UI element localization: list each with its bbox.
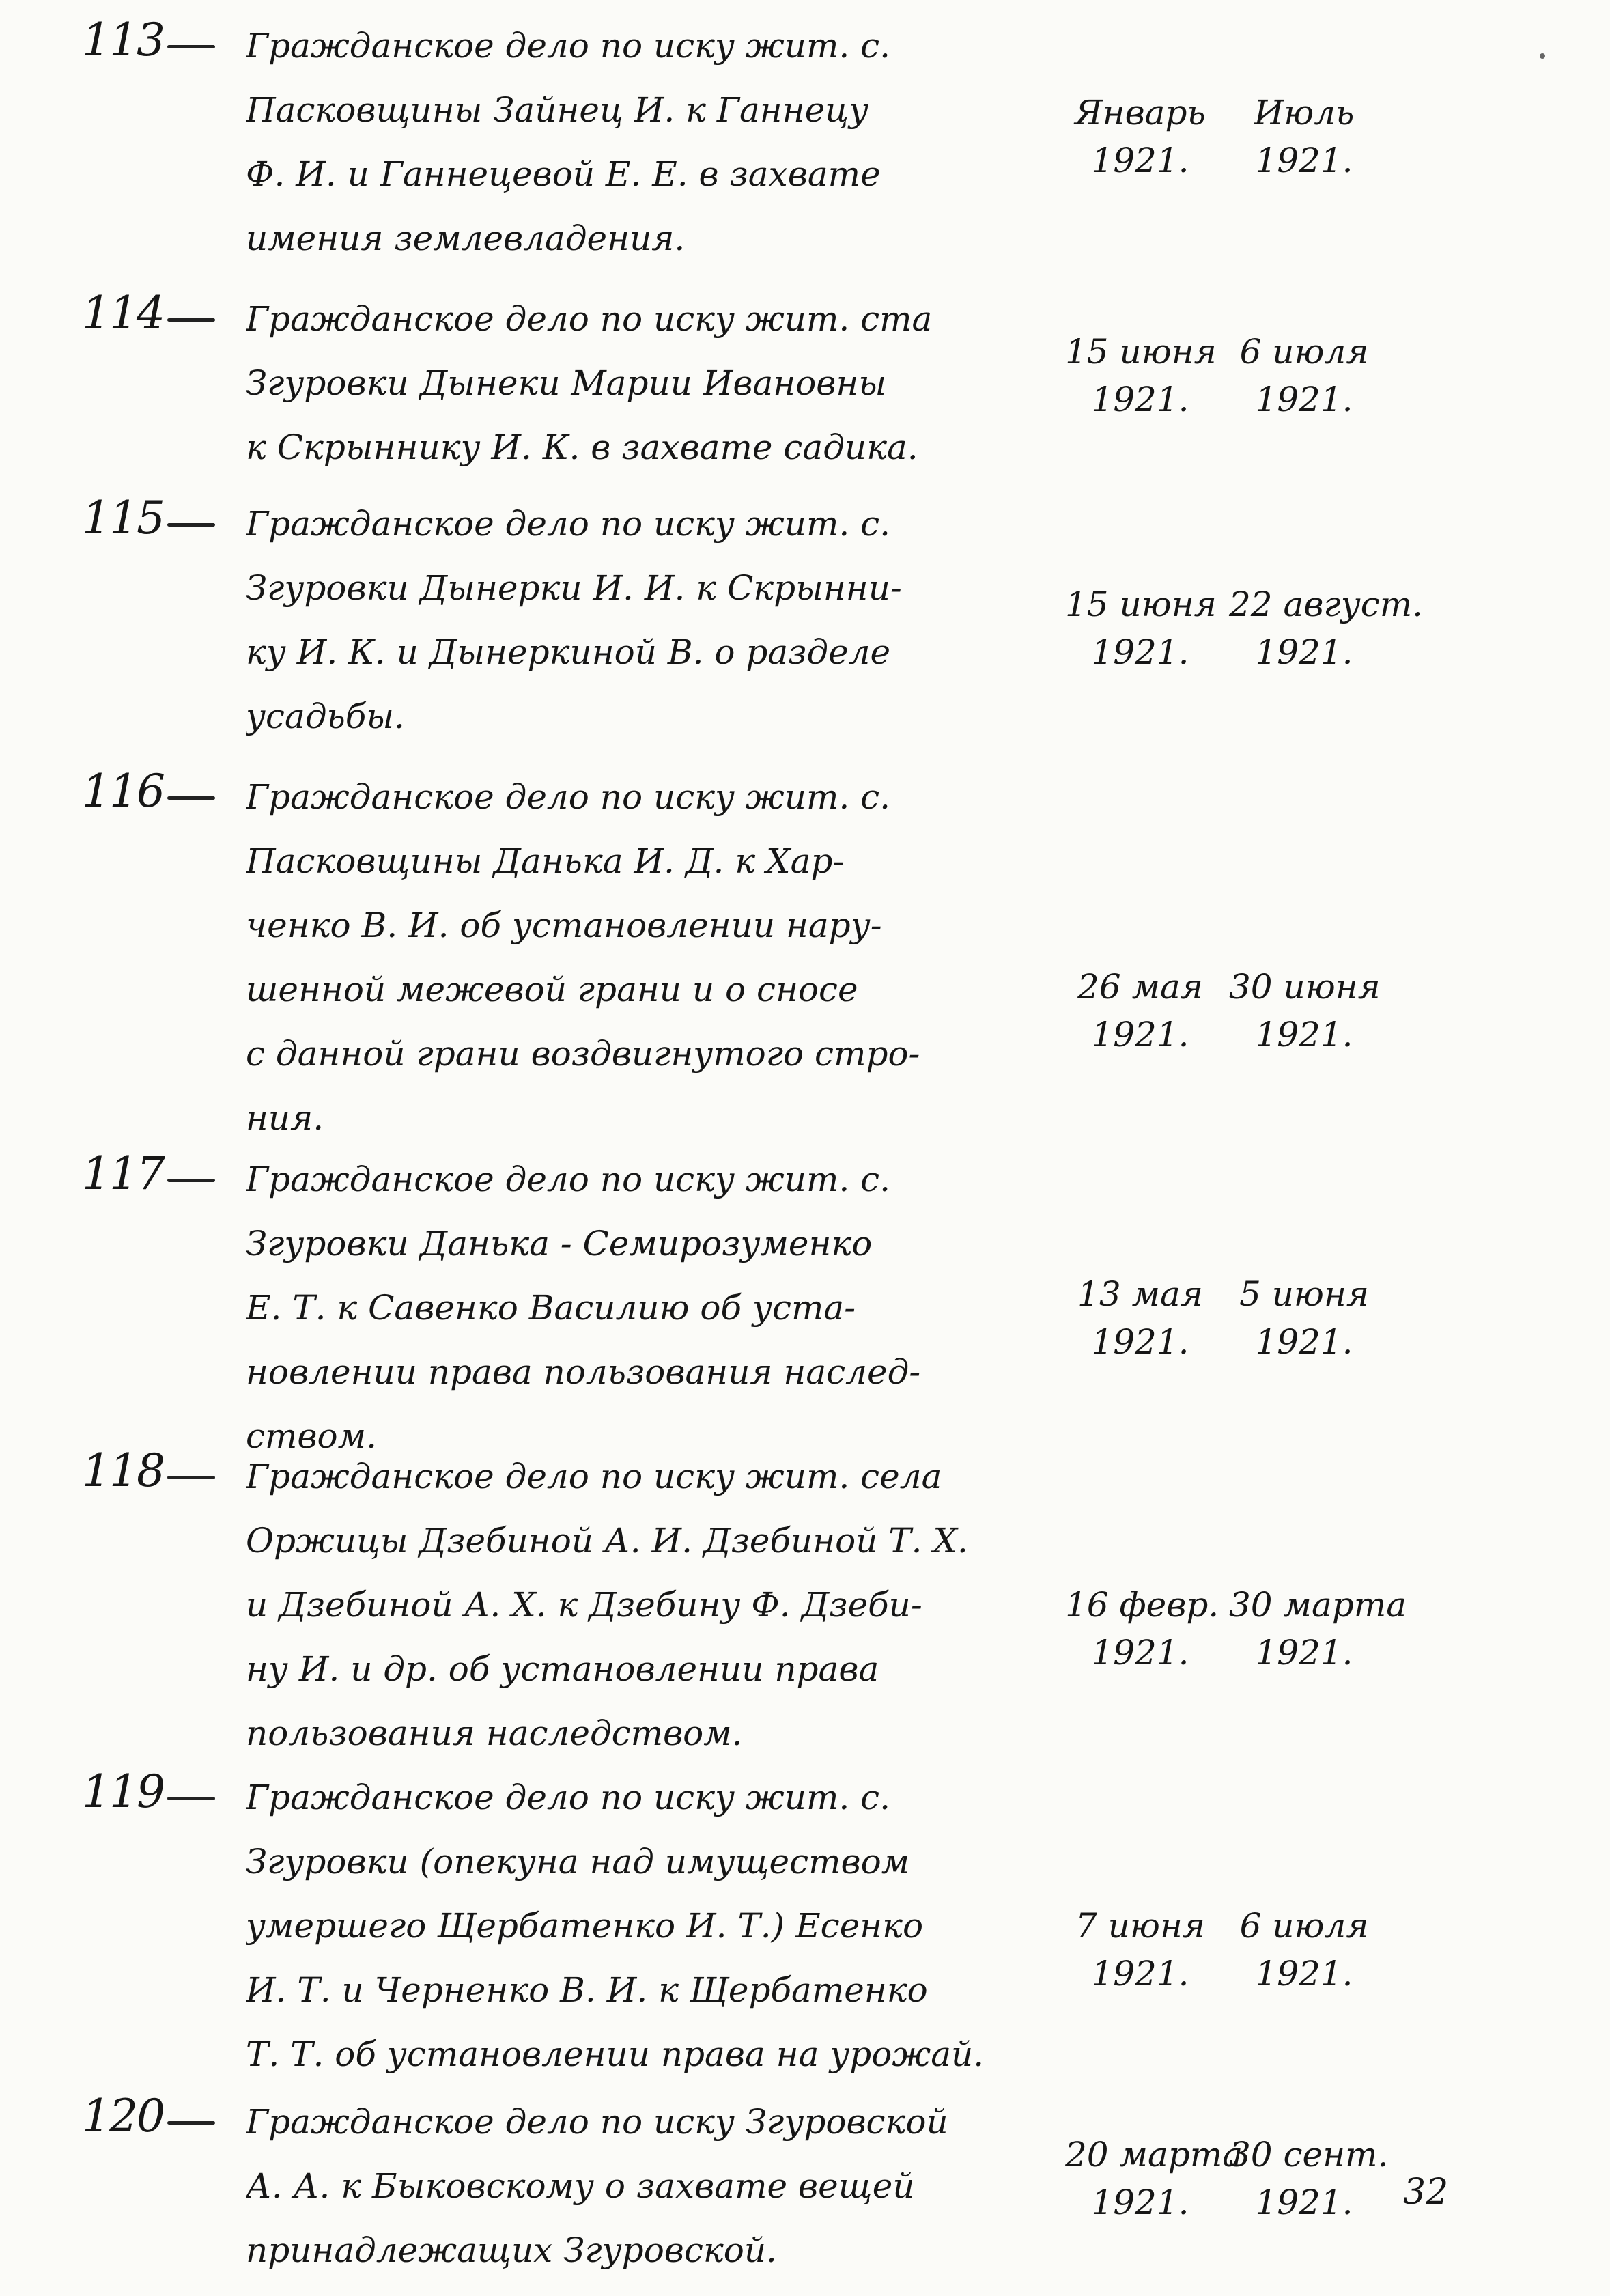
description-line: ством. [246,1416,377,1456]
paper-speck [1540,53,1545,59]
number-dash [167,523,215,527]
description-line: новлении права пользования наслед- [246,1352,921,1392]
start-date: 15 июня 1921. [1065,585,1217,672]
number-dash [167,45,215,48]
description-line: Гражданское дело по иску жит. села [246,1457,942,1496]
end-date: 22 август. 1921. [1229,585,1424,672]
description-line: и Дзебиной А. Х. к Дзебину Ф. Дзеби- [246,1585,922,1625]
description-line: шенной межевой грани и о сносе [246,970,858,1009]
case-description [246,2090,1079,2282]
description-line: к Скрыннику И. К. в захвате садика. [246,428,918,467]
end-date: 6 июля 1921. [1239,1906,1369,1993]
description-line: Гражданское дело по иску жит. с. [246,1778,891,1817]
description-line: Згуровки Дынеки Марии Ивановны [246,363,887,403]
end-date: 30 сент. 1921. [1229,2135,1389,2222]
description-line: И. Т. и Черненко В. И. к Щербатенко [246,1970,928,2010]
case-number: 119 [82,1765,164,1818]
description-line: усадьбы. [246,697,405,736]
end-date: 30 марта 1921. [1229,1585,1407,1672]
description-line: с данной грани воздвигнутого стро- [246,1034,920,1074]
number-dash [167,1179,215,1182]
description-line: ну И. и др. об установлении права [246,1649,879,1689]
number-dash [167,318,215,322]
description-line: ния. [246,1098,324,1138]
start-date: 16 февр. 1921. [1065,1585,1219,1672]
end-date: 30 июня 1921. [1229,967,1381,1054]
case-number: 115 [82,492,164,544]
description-line: Гражданское дело по иску жит. с. [246,777,891,817]
description-line: Гражданское дело по иску Згуровской [246,2102,948,2142]
description-line: А. А. к Быковскому о захвате вещей [246,2166,915,2206]
number-dash [167,796,215,800]
case-description [246,765,1079,1150]
description-line: Згуровки Данька - Семирозуменко [246,1224,873,1263]
case-description [246,492,1079,748]
description-line: Гражданское дело по иску жит. с. [246,26,891,66]
start-date: Январь 1921. [1075,93,1206,180]
case-description [246,1765,1079,2086]
case-number: 120 [82,2090,164,2142]
case-description [246,1147,1079,1468]
description-line: Згуровки Дынерки И. И. к Скрынни- [246,568,902,608]
description-line: Гражданское дело по иску жит. с. [246,1160,891,1199]
description-line: Гражданское дело по иску жит. ста [246,299,933,339]
description-line: Згуровки (опекуна над имуществом [246,1842,910,1881]
description-line: Т. Т. об установлении права на урожай. [246,2034,985,2074]
sheet-number: 32 [1403,2172,1449,2213]
number-dash [167,1797,215,1800]
case-number: 114 [82,287,164,339]
case-number: 116 [82,765,164,817]
case-number: 117 [82,1147,164,1200]
start-date: 20 марта 1921. [1065,2135,1243,2222]
description-line: Пасковщины Данька И. Д. к Хар- [246,841,845,881]
description-line: ченко В. И. об установлении нару- [246,906,882,945]
end-date: Июль 1921. [1254,93,1355,180]
description-line: Оржицы Дзебиной А. И. Дзебиной Т. Х. [246,1521,968,1560]
description-line: пользования наследством. [246,1713,743,1753]
case-description [246,1444,1079,1765]
number-dash [167,1476,215,1479]
start-date: 26 мая 1921. [1077,967,1203,1054]
start-date: 15 июня 1921. [1065,332,1217,419]
end-date: 5 июня 1921. [1239,1274,1369,1362]
description-line: Гражданское дело по иску жит. с. [246,504,891,544]
description-line: Ф. И. и Ганнецевой Е. Е. в захвате [246,154,881,194]
start-date: 7 июня 1921. [1075,1906,1205,1993]
description-line: Е. Т. к Савенко Василию об уста- [246,1288,856,1328]
case-description [246,14,1079,270]
end-date: 6 июля 1921. [1239,332,1369,419]
case-number: 118 [82,1444,164,1497]
start-date: 13 мая 1921. [1077,1274,1203,1362]
number-dash [167,2121,215,2125]
case-number: 113 [82,14,164,66]
description-line: умершего Щербатенко И. Т.) Есенко [246,1906,924,1946]
description-line: ку И. К. и Дынеркиной В. о разделе [246,632,891,672]
description-line: Пасковщины Зайнец И. к Ганнецу [246,90,869,130]
case-description [246,287,1079,479]
description-line: принадлежащих Згуровской. [246,2230,777,2270]
description-line: имения землевладения. [246,219,686,258]
